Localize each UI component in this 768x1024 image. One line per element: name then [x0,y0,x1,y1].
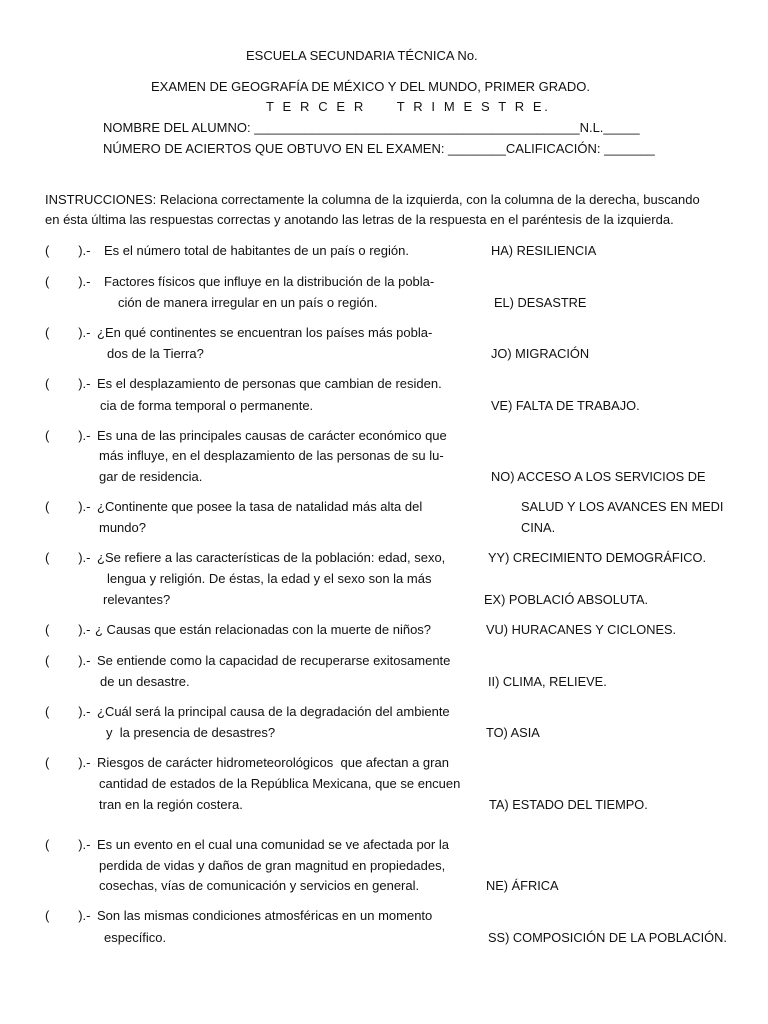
question-text: Se entiende como la capacidad de recuperarse exitosamente [97,653,451,668]
exam-title: EXAMEN DE GEOGRAFÍA DE MÉXICO Y DEL MUNDO, PRIMER GRADO. [151,79,590,94]
question-text: Riesgos de carácter hidrometeorológicos que afectan a gran [97,755,449,770]
question-text: dos de la Tierra? [107,346,204,361]
question-blank: ( ).- [45,755,91,770]
question-text: ¿Cuál será la principal causa de la degradación del ambiente [97,704,450,719]
question-text: mundo? [99,520,146,535]
question-blank: ( ).- [45,908,91,923]
question-text: ¿Continente que posee la tasa de natalidad más alta del [97,499,423,514]
question-blank: ( ).- [45,243,91,258]
instructions-text-1: Relaciona correctamente la columna de la izquierda, con la columna de la derecha, buscando [156,192,700,207]
instructions-line-1 [45,192,700,208]
question-blank: ( ).- [45,274,91,289]
question-text: Es una de las principales causas de carácter económico que [97,428,447,443]
answer-option: HA) RESILIENCIA [491,243,597,258]
answer-option: CINA. [521,520,556,535]
question-text: cantidad de estados de la República Mexicana, que se encuen [99,776,461,791]
student-name-line: NOMBRE DEL ALUMNO: _____________________________________________N.L._____ [103,120,640,135]
answer-option: VU) HURACANES Y CICLONES. [486,622,677,637]
question-text: de un desastre. [100,674,190,689]
trimester-title: T E R C E R T R I M E S T R E. [266,99,551,114]
answer-option: YY) CRECIMIENTO DEMOGRÁFICO. [488,550,707,565]
question-text: cosechas, vías de comunicación y servicios en general. [99,878,420,893]
answer-option: II) CLIMA, RELIEVE. [488,674,607,689]
question-text: Es un evento en el cual una comunidad se ve afectada por la [97,837,449,852]
question-blank: ( ).- [45,428,91,443]
question-blank: ( ).- [45,376,91,391]
school-name: ESCUELA SECUNDARIA TÉCNICA No. [246,48,478,63]
answer-option: SS) COMPOSICIÓN DE LA POBLACIÓN. [488,930,727,945]
answer-option: TA) ESTADO DEL TIEMPO. [489,797,648,812]
question-text: lengua y religión. De éstas, la edad y el sexo son la más [107,571,432,586]
answer-option: JO) MIGRACIÓN [491,346,590,361]
question-text: relevantes? [103,592,171,607]
question-text: y la presencia de desastres? [106,725,276,740]
score-line: NÚMERO DE ACIERTOS QUE OBTUVO EN EL EXAMEN: ________CALIFICACIÓN: _______ [103,141,655,156]
question-text: cia de forma temporal o permanente. [100,398,314,413]
question-blank: ( ).- [45,499,91,514]
question-blank: ( ).- [45,622,91,637]
answer-option: NE) ÁFRICA [486,878,559,893]
question-blank: ( ).- [45,837,91,852]
answer-option: TO) ASIA [486,725,540,740]
answer-option: NO) ACCESO A LOS SERVICIOS DE [491,469,706,484]
question-blank: ( ).- [45,653,91,668]
question-text: ¿En qué continentes se encuentran los países más pobla- [97,325,433,340]
answer-option: VE) FALTA DE TRABAJO. [491,398,640,413]
question-text: Es el número total de habitantes de un país o región. [104,243,409,258]
question-text: Es el desplazamiento de personas que cambian de residen. [97,376,442,391]
instructions-line-2: en ésta última las respuestas correctas y anotando las letras de la respuesta en el paréntesis de la izquierda. [45,212,674,227]
instructions-label: INSTRUCCIONES: [45,192,157,207]
question-text: más influye, en el desplazamiento de las personas de su lu- [99,448,444,463]
question-blank: ( ).- [45,704,91,719]
answer-option: SALUD Y LOS AVANCES EN MEDI [521,499,724,514]
question-text: perdida de vidas y daños de gran magnitud en propiedades, [99,858,446,873]
question-text: tran en la región costera. [99,797,243,812]
question-blank: ( ).- [45,325,91,340]
question-text: ¿ Causas que están relacionadas con la muerte de niños? [95,622,432,637]
question-text: ción de manera irregular en un país o región. [118,295,378,310]
question-text: gar de residencia. [99,469,203,484]
question-text: Son las mismas condiciones atmosféricas en un momento [97,908,433,923]
question-text: Factores físicos que influye en la distribución de la pobla- [104,274,435,289]
question-text: ¿Se refiere a las características de la población: edad, sexo, [97,550,446,565]
answer-option: EX) POBLACIÓ ABSOLUTA. [484,592,649,607]
answer-option: EL) DESASTRE [494,295,587,310]
question-blank: ( ).- [45,550,91,565]
question-text: específico. [104,930,167,945]
